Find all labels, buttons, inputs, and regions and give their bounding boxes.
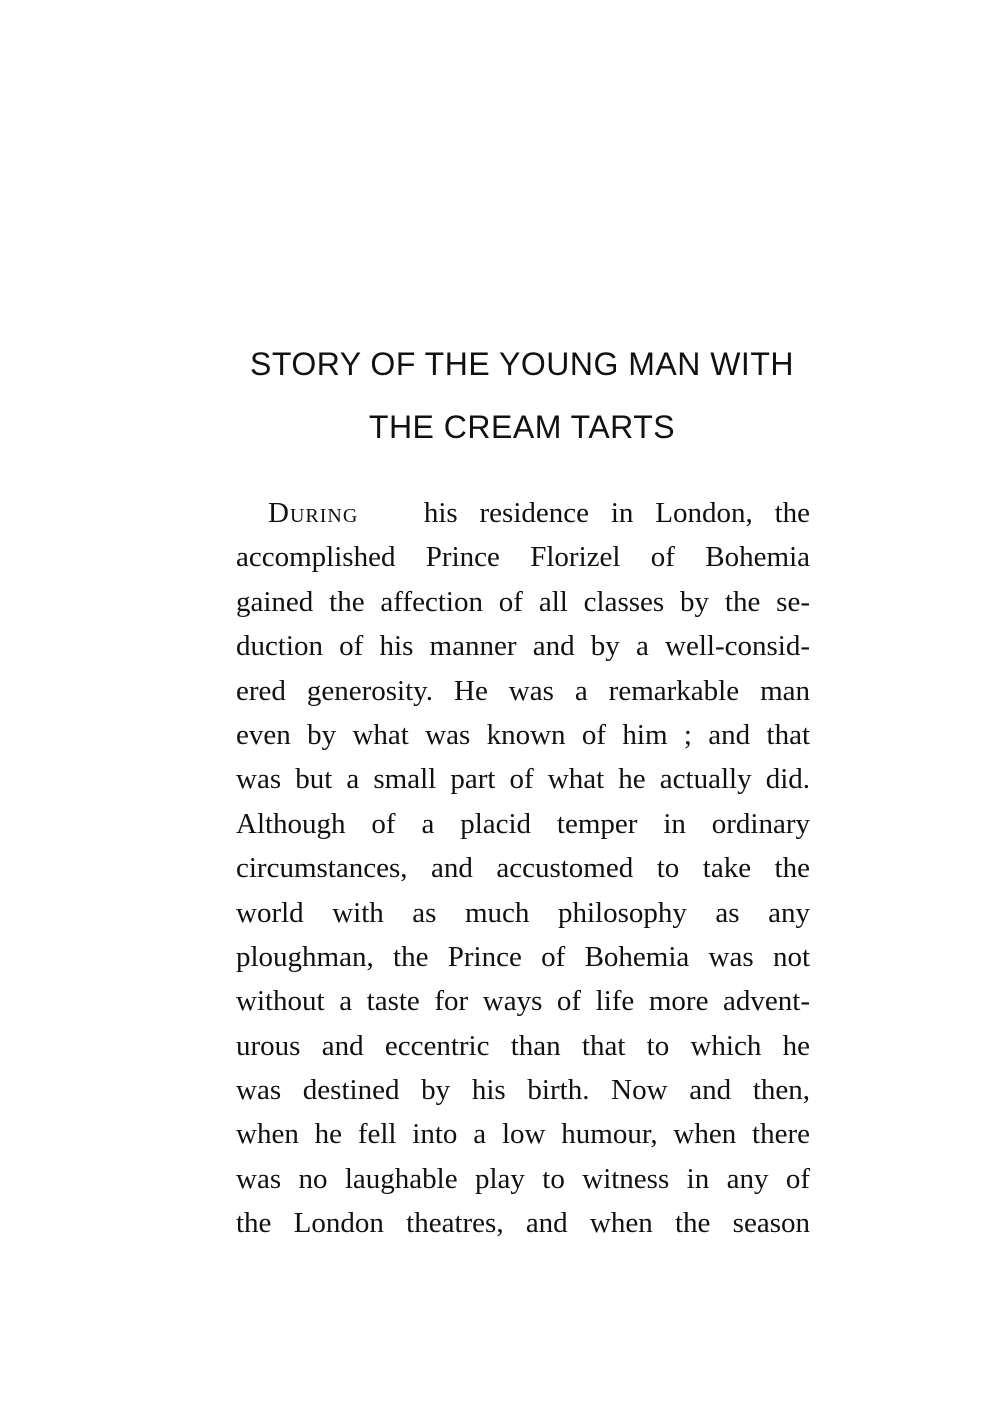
text-line-12: without a taste for ways of life more advent- <box>236 985 810 1018</box>
text-line-13: urous and eccentric than that to which he <box>236 1029 810 1062</box>
text-line-2: accomplished Prince Florizel of Bohemia <box>236 541 810 574</box>
drop-word: During <box>268 497 359 529</box>
text-line-1 <box>236 491 810 535</box>
body-paragraph <box>236 491 810 1246</box>
text-line-1-rest: his residence in London, the <box>423 497 811 529</box>
text-line-4: duction of his manner and by a well-consid- <box>236 630 810 663</box>
text-line-3: gained the affection of all classes by the se- <box>236 585 810 618</box>
text-line-10: world with as much philosophy as any <box>236 896 810 929</box>
text-line-17: the London theatres, and when the season <box>236 1207 810 1240</box>
text-line-6: even by what was known of him ; and that <box>236 718 810 751</box>
text-line-11: ploughman, the Prince of Bohemia was not <box>236 940 810 973</box>
chapter-title-line-2: THE CREAM TARTS <box>368 409 676 445</box>
text-line-5: ered generosity. He was a remarkable man <box>236 674 810 707</box>
chapter-title-line-1: STORY OF THE YOUNG MAN WITH <box>250 346 794 382</box>
text-line-16: was no laughable play to witness in any of <box>236 1162 810 1195</box>
text-line-8: Although of a placid temper in ordinary <box>236 807 810 840</box>
text-line-7: was but a small part of what he actually did. <box>236 763 810 796</box>
text-line-15: when he fell into a low humour, when there <box>236 1118 810 1151</box>
text-line-9: circumstances, and accustomed to take the <box>236 852 810 885</box>
text-line-14: was destined by his birth. Now and then, <box>236 1074 810 1107</box>
